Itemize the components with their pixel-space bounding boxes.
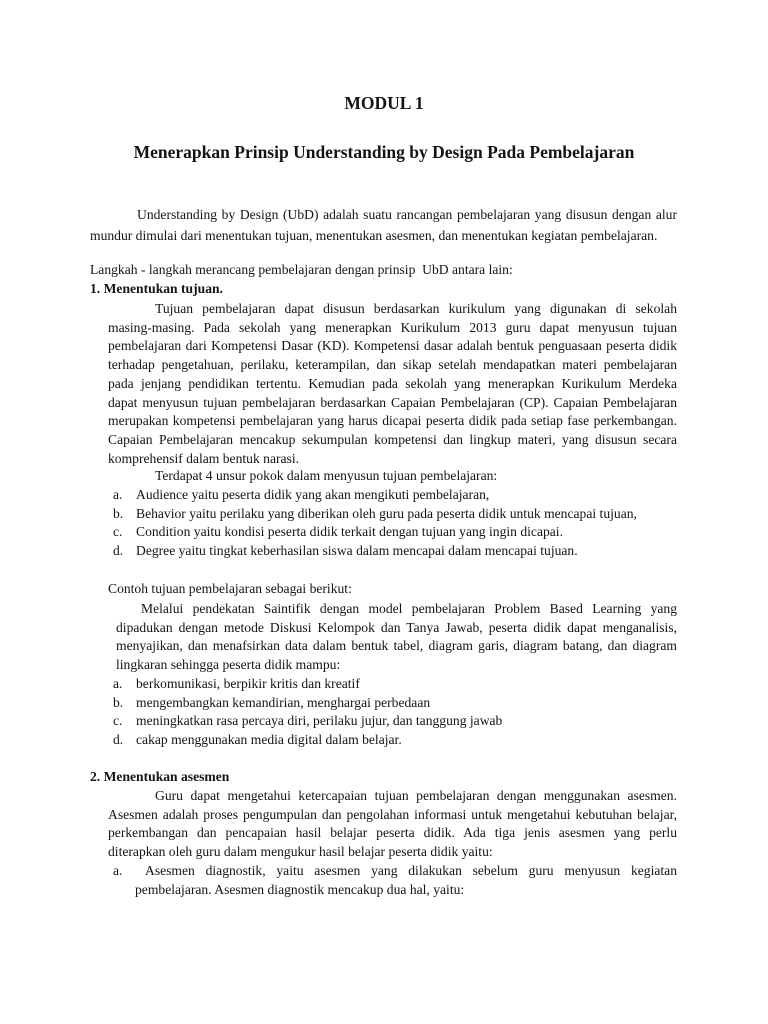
list-marker: b. [113, 505, 124, 521]
paragraph-line: diterapkan oleh guru dalam mengukur hasil belajar peserta didik yaitu: [108, 844, 493, 860]
paragraph-line: Guru dapat mengetahui ketercapaian tujuan pembelajaran dengan menggunakan asesmen. [155, 788, 677, 803]
paragraph-line: pembelajaran dari Kompetensi Dasar (KD). Kompetensi dasar adalah bentuk penguasaan peserta didik [108, 338, 677, 354]
list-marker: d. [113, 543, 124, 559]
document-subtitle: Menerapkan Prinsip Understanding by Design Pada Pembelajaran [133, 142, 635, 162]
paragraph-line: pada jenjang pendidikan tertentu. Kemudian pada sekolah yang menerapkan Kurikulum Merdeka [108, 375, 677, 391]
section-1-heading: 1. Menentukan tujuan. [90, 281, 223, 296]
document-title: MODUL 1 [344, 93, 424, 113]
list-item [113, 523, 677, 542]
elements-intro: Terdapat 4 unsur pokok dalam menyusun tujuan pembelajaran: [155, 468, 498, 483]
paragraph-line: masing-masing. Pada sekolah yang menerapkan Kurikulum 2013 guru dapat menyusun tujuan [108, 319, 677, 335]
paragraph-line: merupakan kompetensi pembelajaran yang harus dicapai peserta didik pada setiap fase perkembangan. [108, 413, 677, 429]
list-marker: a. [113, 676, 123, 691]
list-marker: c. [113, 713, 123, 729]
list-item [113, 694, 677, 713]
list-item [113, 505, 677, 524]
list-marker: a. [113, 863, 123, 878]
section-1-paragraph [108, 300, 677, 468]
list-item-text: cakap menggunakan media digital dalam belajar. [136, 732, 402, 748]
paragraph-line: Tujuan pembelajaran dapat disusun berdasarkan kurikulum yang digunakan di sekolah [155, 301, 677, 316]
list-item-text: mengembangkan kemandirian, menghargai perbedaan [136, 694, 431, 710]
list-item-text: Degree yaitu tingkat keberhasilan siswa dalam mencapai dalam mencapai tujuan. [136, 543, 578, 559]
list-item-line: Asesmen diagnostik, yaitu asesmen yang dilakukan sebelum guru menyusun kegiatan [145, 863, 677, 878]
list-item-text: Audience yaitu peserta didik yang akan mengikuti pembelajaran, [136, 487, 490, 502]
list-item [113, 712, 677, 731]
paragraph-line: Capaian Pembelajaran mencakup sekumpulan kompetensi dan lingkup materi, yang disusun secara [108, 431, 677, 447]
list-item-line: pembelajaran. Asesmen diagnostik mencakup dua hal, yaitu: [135, 881, 465, 897]
paragraph-line: mundur dimulai dari menentukan tujuan, menentukan asesmen, dan menentukan kegiatan pembelajaran. [90, 228, 658, 243]
paragraph-line: Understanding by Design (UbD) adalah suatu rancangan pembelajaran yang disusun dengan alur [137, 207, 677, 222]
elements-list [113, 486, 677, 561]
intro-paragraph [90, 204, 677, 246]
list-item-text: Condition yaitu kondisi peserta didik terkait dengan tujuan yang ingin dicapai. [136, 524, 563, 540]
paragraph-line: dapat menyusun tujuan pembelajaran berdasarkan Capaian Pembelajaran (CP). Capaian Pembelajaran [108, 394, 677, 410]
list-marker: d. [113, 732, 124, 748]
example-intro: Contoh tujuan pembelajaran sebagai berikut: [108, 581, 352, 596]
list-item [113, 675, 677, 694]
paragraph-line: Asesmen adalah proses pengumpulan dan pengolahan informasi untuk mengetahui kebutuhan belajar, [108, 806, 677, 822]
paragraph-line: dipadukan dengan metode Diskusi Kelompok dan Tanya Jawab, peserta didik dapat menganalisis, [116, 619, 677, 635]
list-marker: c. [113, 524, 123, 540]
paragraph-line: Melalui pendekatan Saintifik dengan model pembelajaran Problem Based Learning yang [141, 601, 677, 616]
paragraph-line: terhadap pengetahuan, perilaku, keterampilan, dan sikap setelah mendapatkan materi pembelajaran [108, 357, 677, 373]
list-item-text: berkomunikasi, berpikir kritis dan kreatif [136, 676, 360, 691]
list-marker: b. [113, 694, 124, 710]
list-item-text: Behavior yaitu perilaku yang diberikan oleh guru pada peserta didik untuk mencapai tujuan, [136, 505, 637, 521]
assessment-types-list [113, 862, 677, 899]
example-paragraph [116, 600, 677, 675]
steps-intro: Langkah - langkah merancang pembelajaran dengan prinsip UbD antara lain: [90, 262, 513, 277]
section-2-paragraph [108, 787, 677, 862]
list-item [113, 542, 677, 561]
example-outcomes-list [113, 675, 677, 750]
section-2-heading: 2. Menentukan asesmen [90, 769, 230, 784]
paragraph-line: komprehensif dalam bentuk narasi. [108, 450, 300, 466]
paragraph-line: lingkaran sehingga peserta didik mampu: [116, 657, 341, 673]
list-marker: a. [113, 487, 123, 502]
list-item [113, 731, 677, 750]
list-item [113, 486, 677, 505]
paragraph-line: menyajikan, dan menafsirkan data dalam bentuk tabel, diagram garis, diagram batang, dan diagram [116, 638, 677, 654]
paragraph-line: perkembangan dan pencapaian hasil belajar peserta didik. Ada tiga jenis asesmen yang perlu [108, 825, 677, 841]
list-item [113, 862, 677, 899]
list-item-text: meningkatkan rasa percaya diri, perilaku jujur, dan tanggung jawab [136, 713, 503, 729]
